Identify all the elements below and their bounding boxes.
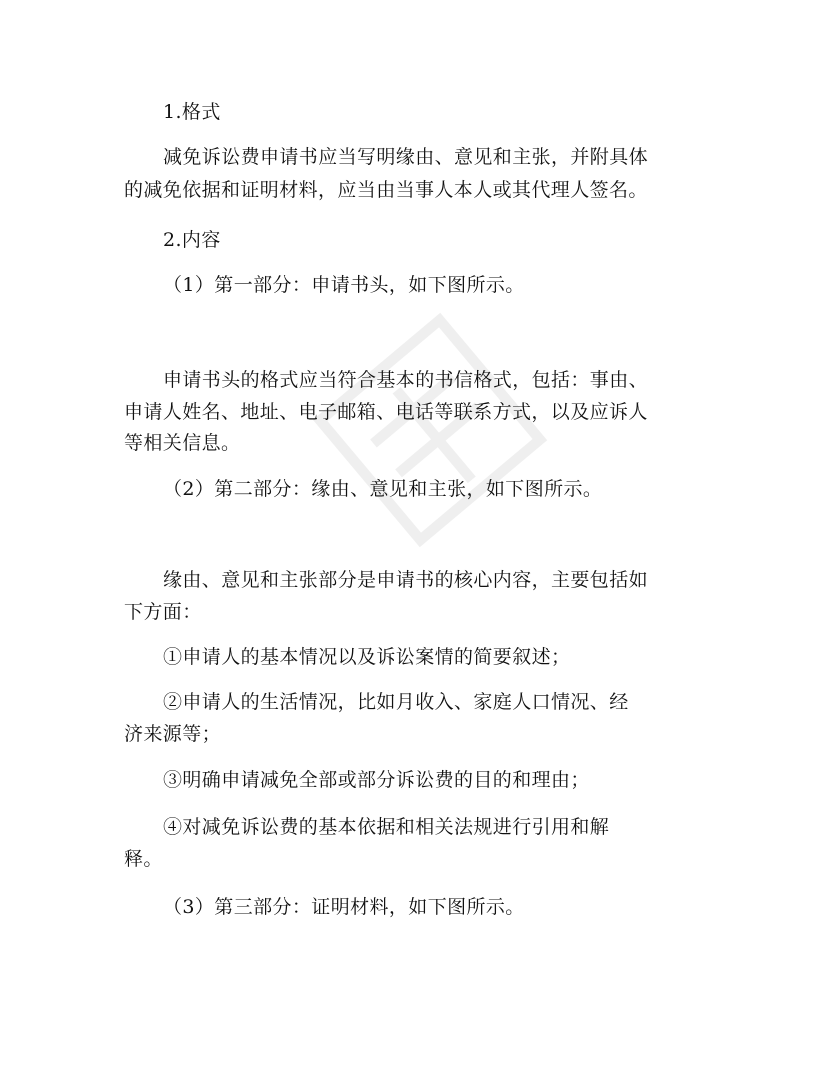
- list-item-4-line2: 释。: [124, 848, 163, 870]
- para3-line2: 下方面：: [124, 601, 202, 623]
- section2-heading: 2.内容: [163, 229, 221, 251]
- list-item-3: ③明确申请减免全部或部分诉讼费的目的和理由；: [163, 769, 590, 791]
- para2-line3: 等相关信息。: [124, 432, 241, 454]
- list-item-1: ①申请人的基本情况以及诉讼案情的简要叙述；: [163, 646, 571, 668]
- para1-line2: 的减免依据和证明材料，应当由当事人本人或其代理人签名。: [124, 179, 648, 201]
- part1-caption: （1）第一部分：申请书头，如下图所示。: [163, 274, 525, 296]
- para1-line1: 减免诉讼费申请书应当写明缘由、意见和主张，并附具体: [163, 146, 649, 168]
- part2-caption: （2）第二部分：缘由、意见和主张，如下图所示。: [163, 478, 603, 500]
- list-item-2-line2: 济来源等；: [124, 723, 222, 745]
- list-item-4-line1: ④对减免诉讼费的基本依据和相关法规进行引用和解: [163, 816, 610, 838]
- part3-caption: （3）第三部分：证明材料，如下图所示。: [163, 896, 525, 918]
- list-item-2-line1: ②申请人的生活情况，比如月收入、家庭人口情况、经: [163, 691, 629, 713]
- section1-heading: 1.格式: [163, 101, 221, 123]
- para2-line1: 申请书头的格式应当符合基本的书信格式，包括：事由、: [163, 369, 649, 391]
- watermark-icon: [247, 247, 613, 613]
- para3-line1: 缘由、意见和主张部分是申请书的核心内容，主要包括如: [163, 569, 649, 591]
- para2-line2: 申请人姓名、地址、电子邮箱、电话等联系方式，以及应诉人: [124, 401, 648, 423]
